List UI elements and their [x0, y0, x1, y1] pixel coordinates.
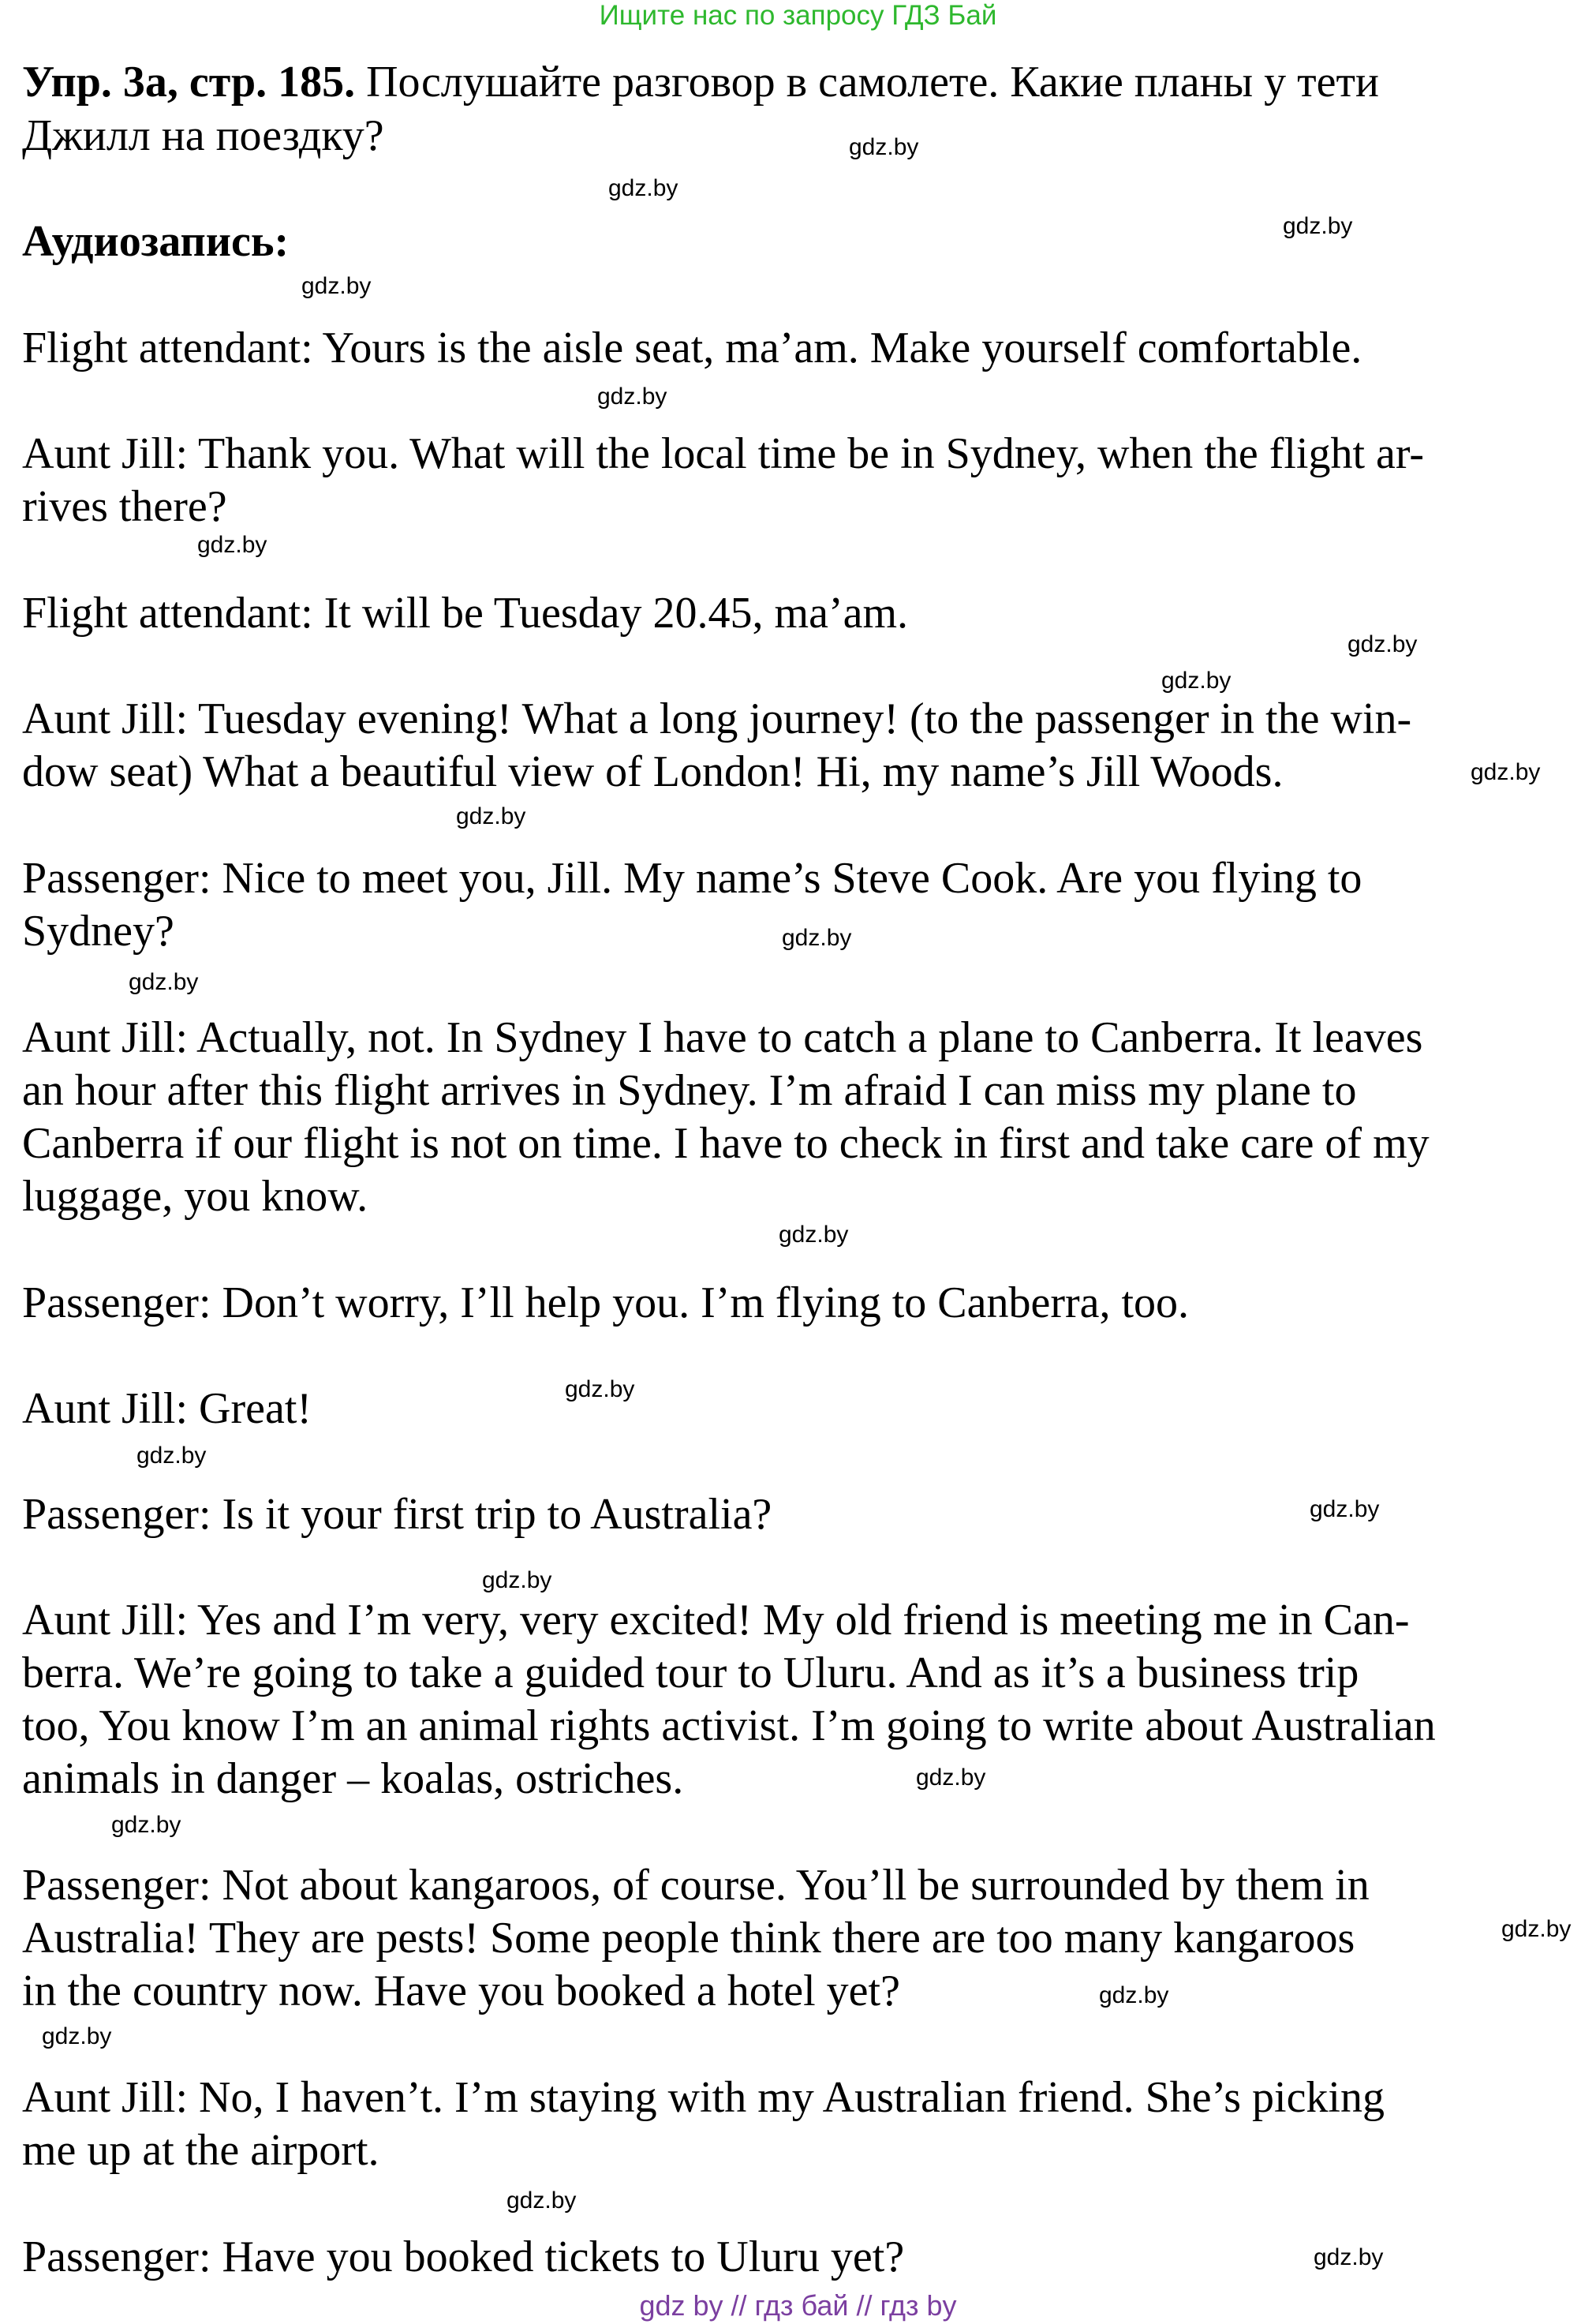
watermark: gdz.by — [916, 1765, 986, 1791]
watermark: gdz.by — [597, 384, 667, 410]
dialogue-line: berra. We’re going to take a guided tour to Uluru. And as it’s a business trip — [22, 1649, 1359, 1697]
audio-heading: Аудиозапись: — [22, 217, 290, 266]
watermark: gdz.by — [1347, 631, 1418, 657]
watermark: gdz.by — [111, 1812, 181, 1838]
dialogue-line: Passenger: Is it your first trip to Australia? — [22, 1490, 772, 1539]
dialogue-line: in the country now. Have you booked a hotel yet? — [22, 1967, 900, 2015]
dialogue-paragraph-8 — [22, 1383, 312, 1435]
watermark: gdz.by — [136, 1443, 207, 1469]
dialogue-line: Passenger: Don’t worry, I’ll help you. I’m flying to Canberra, too. — [22, 1278, 1190, 1327]
dialogue-line: Passenger: Not about kangaroos, of course. You’ll be surrounded by them in — [22, 1861, 1370, 1910]
watermark: gdz.by — [1161, 668, 1232, 694]
dialogue-paragraph-10 — [22, 1594, 1436, 1806]
watermark: gdz.by — [1314, 2244, 1384, 2270]
dialogue-line: rives there? — [22, 482, 227, 531]
dialogue-paragraph-12 — [22, 2071, 1385, 2177]
exercise-task-line-1: Послушайте разговор в самолете. Какие планы у тети — [355, 58, 1379, 107]
dialogue-paragraph-7 — [22, 1277, 1189, 1330]
watermark: gdz.by — [1471, 759, 1541, 785]
dialogue-line: Aunt Jill: Yes and I’m very, very excited! My old friend is meeting me in Can- — [22, 1596, 1410, 1645]
watermark: gdz.by — [1501, 1916, 1572, 1942]
dialogue-line: Australia! They are pests! Some people think there are too many kangaroos — [22, 1914, 1355, 1963]
watermark: gdz.by — [1310, 1496, 1380, 1522]
watermark: gdz.by — [782, 925, 852, 951]
dialogue-paragraph-9 — [22, 1488, 772, 1541]
watermark: gdz.by — [1283, 213, 1353, 239]
dialogue-line: Aunt Jill: Great! — [22, 1384, 312, 1433]
dialogue-paragraph-6 — [22, 1012, 1430, 1223]
top-banner[interactable]: Ищите нас по запросу ГДЗ Бай — [599, 0, 997, 31]
watermark: gdz.by — [849, 134, 919, 160]
dialogue-line: Canberra if our flight is not on time. I have to check in first and take care of my — [22, 1119, 1430, 1168]
dialogue-line: Aunt Jill: No, I haven’t. I’m staying with my Australian friend. She’s picking — [22, 2073, 1385, 2122]
dialogue-paragraph-3 — [22, 587, 908, 640]
watermark: gdz.by — [608, 175, 678, 201]
exercise-number: Упр. 3а, стр. 185. — [22, 58, 356, 107]
exercise-title — [22, 55, 1521, 163]
dialogue-paragraph-2 — [22, 428, 1424, 533]
dialogue-line: Aunt Jill: Actually, not. In Sydney I have to catch a plane to Canberra. It leaves — [22, 1013, 1423, 1062]
dialogue-line: dow seat) What a beautiful view of London! Hi, my name’s Jill Woods. — [22, 747, 1284, 796]
watermark: gdz.by — [482, 1567, 552, 1593]
dialogue-line: Flight attendant: It will be Tuesday 20.45, ma’am. — [22, 589, 909, 638]
dialogue-line: me up at the airport. — [22, 2126, 379, 2175]
watermark: gdz.by — [301, 273, 372, 299]
watermark: gdz.by — [129, 969, 199, 995]
dialogue-line: an hour after this flight arrives in Sydney. I’m afraid I can miss my plane to — [22, 1066, 1357, 1115]
dialogue-line: Passenger: Nice to meet you, Jill. My name’s Steve Cook. Are you flying to — [22, 854, 1362, 903]
dialogue-paragraph-13 — [22, 2231, 904, 2284]
dialogue-line: animals in danger – koalas, ostriches. — [22, 1754, 684, 1803]
dialogue-line: Sydney? — [22, 907, 174, 956]
watermark: gdz.by — [506, 2187, 577, 2214]
dialogue-line: too, You know I’m an animal rights activist. I’m going to write about Australian — [22, 1701, 1436, 1750]
footer-links[interactable]: gdz by // гдз бай // гдз by — [639, 2289, 957, 2322]
exercise-task-line-2: Джилл на поездку? — [22, 111, 384, 160]
dialogue-paragraph-1 — [22, 322, 1362, 375]
watermark: gdz.by — [565, 1376, 635, 1402]
watermark: gdz.by — [779, 1222, 849, 1248]
dialogue-line: Aunt Jill: Thank you. What will the local time be in Sydney, when the flight ar- — [22, 429, 1425, 478]
dialogue-line: luggage, you know. — [22, 1172, 368, 1221]
dialogue-paragraph-5 — [22, 852, 1362, 958]
watermark: gdz.by — [197, 532, 267, 558]
dialogue-line: Passenger: Have you booked tickets to Uluru yet? — [22, 2232, 905, 2281]
watermark: gdz.by — [456, 803, 526, 829]
dialogue-paragraph-4 — [22, 693, 1411, 799]
watermark: gdz.by — [1099, 1982, 1169, 2008]
dialogue-line: Aunt Jill: Tuesday evening! What a long journey! (to the passenger in the win- — [22, 694, 1412, 743]
dialogue-line: Flight attendant: Yours is the aisle seat, ma’am. Make yourself comfortable. — [22, 324, 1362, 372]
watermark: gdz.by — [42, 2023, 112, 2049]
